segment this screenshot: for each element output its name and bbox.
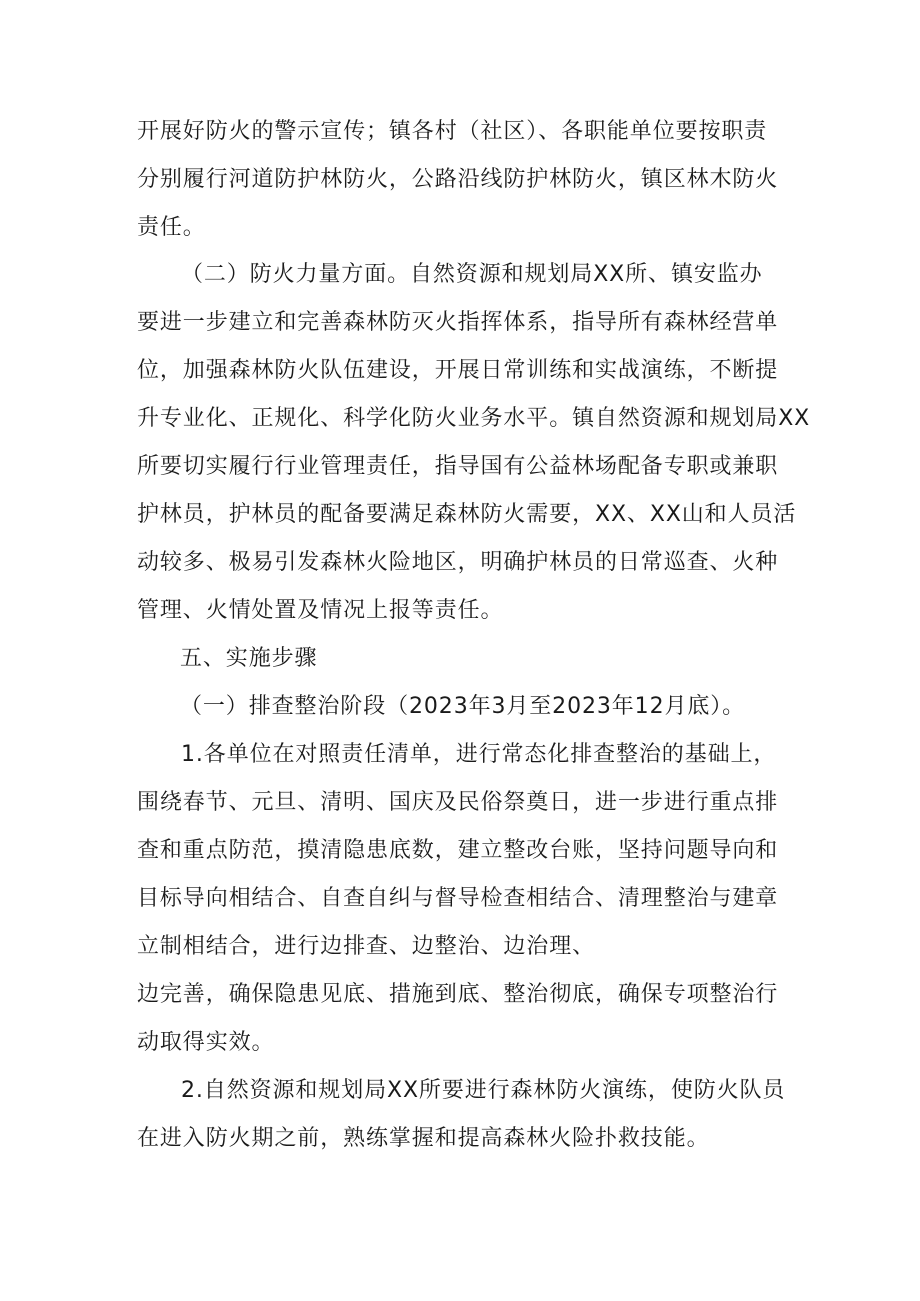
- paragraph-line: 护林员，护林员的配备要满足森林防火需要，XX、XX山和人员活: [137, 502, 797, 527]
- paragraph-line: 开展好防火的警示宣传；镇各村（社区）、各职能单位要按职责: [137, 119, 768, 144]
- paragraph-line: 管理、火情处置及情况上报等责任。: [137, 598, 504, 623]
- paragraph-line: 边完善，确保隐患见底、措施到底、整治彻底，确保专项整治行: [137, 982, 779, 1007]
- paragraph-line: 动较多、极易引发森林火险地区，明确护林员的日常巡查、火种: [137, 550, 779, 575]
- paragraph-line: 在进入防火期之前，熟练掌握和提高森林火险扑救技能。: [137, 1126, 710, 1151]
- paragraph-line: 责任。: [137, 215, 206, 240]
- section-heading: 五、实施步骤: [180, 646, 318, 671]
- section-heading-line: （二）防火力量方面。自然资源和规划局XX所、镇安监办: [181, 262, 763, 287]
- paragraph-line: 2.自然资源和规划局XX所要进行森林防火演练，使防火队员: [181, 1078, 786, 1103]
- paragraph-line: 1.各单位在对照责任清单，进行常态化排查整治的基础上，: [181, 742, 777, 767]
- paragraph-line: 分别履行河道防护林防火，公路沿线防护林防火，镇区林木防火: [137, 167, 779, 192]
- paragraph-line: 目标导向相结合、自查自纠与督导检查相结合、清理整治与建章: [137, 886, 779, 911]
- paragraph-line: 动取得实效。: [137, 1030, 275, 1055]
- paragraph-line: 升专业化、正规化、科学化防火业务水平。镇自然资源和规划局XX: [137, 406, 811, 431]
- paragraph-line: 位，加强森林防火队伍建设，开展日常训练和实战演练，不断提: [137, 358, 779, 383]
- paragraph-line: 立制相结合，进行边排查、边整治、边治理、: [137, 934, 596, 959]
- subsection-heading: （一）排查整治阶段（2023年3月至2023年12月底）。: [180, 694, 746, 719]
- paragraph-line: 所要切实履行行业管理责任，指导国有公益林场配备专职或兼职: [137, 454, 779, 479]
- paragraph-line: 围绕春节、元旦、清明、国庆及民俗祭奠日，进一步进行重点排: [137, 790, 779, 815]
- paragraph-line: 查和重点防范，摸清隐患底数，建立整改台账，坚持问题导向和: [137, 838, 779, 863]
- paragraph-line: 要进一步建立和完善森林防灭火指挥体系，指导所有森林经营单: [137, 310, 779, 335]
